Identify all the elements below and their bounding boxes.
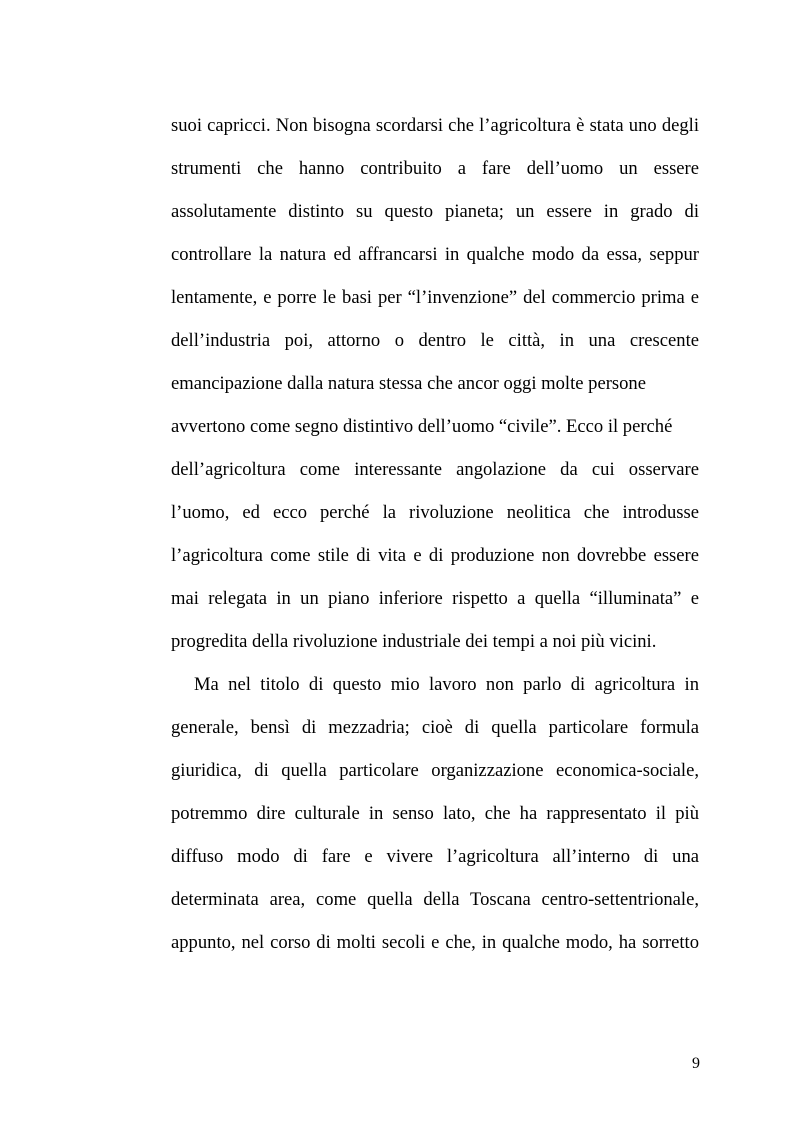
text-line: assolutamente distinto su questo pianeta; un essere in grado di: [171, 201, 699, 222]
text-line: Ma nel titolo di questo mio lavoro non parlo di agricoltura in: [194, 674, 699, 695]
text-line: giuridica, di quella particolare organizzazione economica-sociale,: [171, 760, 699, 781]
body-text: [171, 107, 699, 967]
text-line: appunto, nel corso di molti secoli e che, in qualche modo, ha sorretto: [171, 932, 699, 953]
text-line: l’agricoltura come stile di vita e di produzione non dovrebbe essere: [171, 545, 699, 566]
text-line: suoi capricci. Non bisogna scordarsi che l’agricoltura è stata uno degli: [171, 115, 699, 136]
text-line: l’uomo, ed ecco perché la rivoluzione neolitica che introdusse: [171, 502, 699, 523]
text-line: diffuso modo di fare e vivere l’agricoltura all’interno di una: [171, 846, 699, 867]
text-line: progredita della rivoluzione industriale dei tempi a noi più vicini.: [171, 631, 657, 652]
page-number: 9: [692, 1055, 700, 1072]
text-line: determinata area, come quella della Toscana centro-settentrionale,: [171, 889, 699, 910]
text-line: avvertono come segno distintivo dell’uomo “civile”. Ecco il perché: [171, 416, 673, 437]
text-line: lentamente, e porre le basi per “l’invenzione” del commercio prima e: [171, 287, 699, 308]
text-line: strumenti che hanno contribuito a fare dell’uomo un essere: [171, 158, 699, 179]
text-line: potremmo dire culturale in senso lato, che ha rappresentato il più: [171, 803, 699, 824]
text-line: dell’agricoltura come interessante angolazione da cui osservare: [171, 459, 699, 480]
text-line: controllare la natura ed affrancarsi in qualche modo da essa, seppur: [171, 244, 699, 265]
text-line: dell’industria poi, attorno o dentro le città, in una crescente: [171, 330, 699, 351]
text-line: emancipazione dalla natura stessa che ancor oggi molte persone: [171, 373, 646, 394]
text-line: generale, bensì di mezzadria; cioè di quella particolare formula: [171, 717, 699, 738]
text-line: mai relegata in un piano inferiore rispetto a quella “illuminata” e: [171, 588, 699, 609]
